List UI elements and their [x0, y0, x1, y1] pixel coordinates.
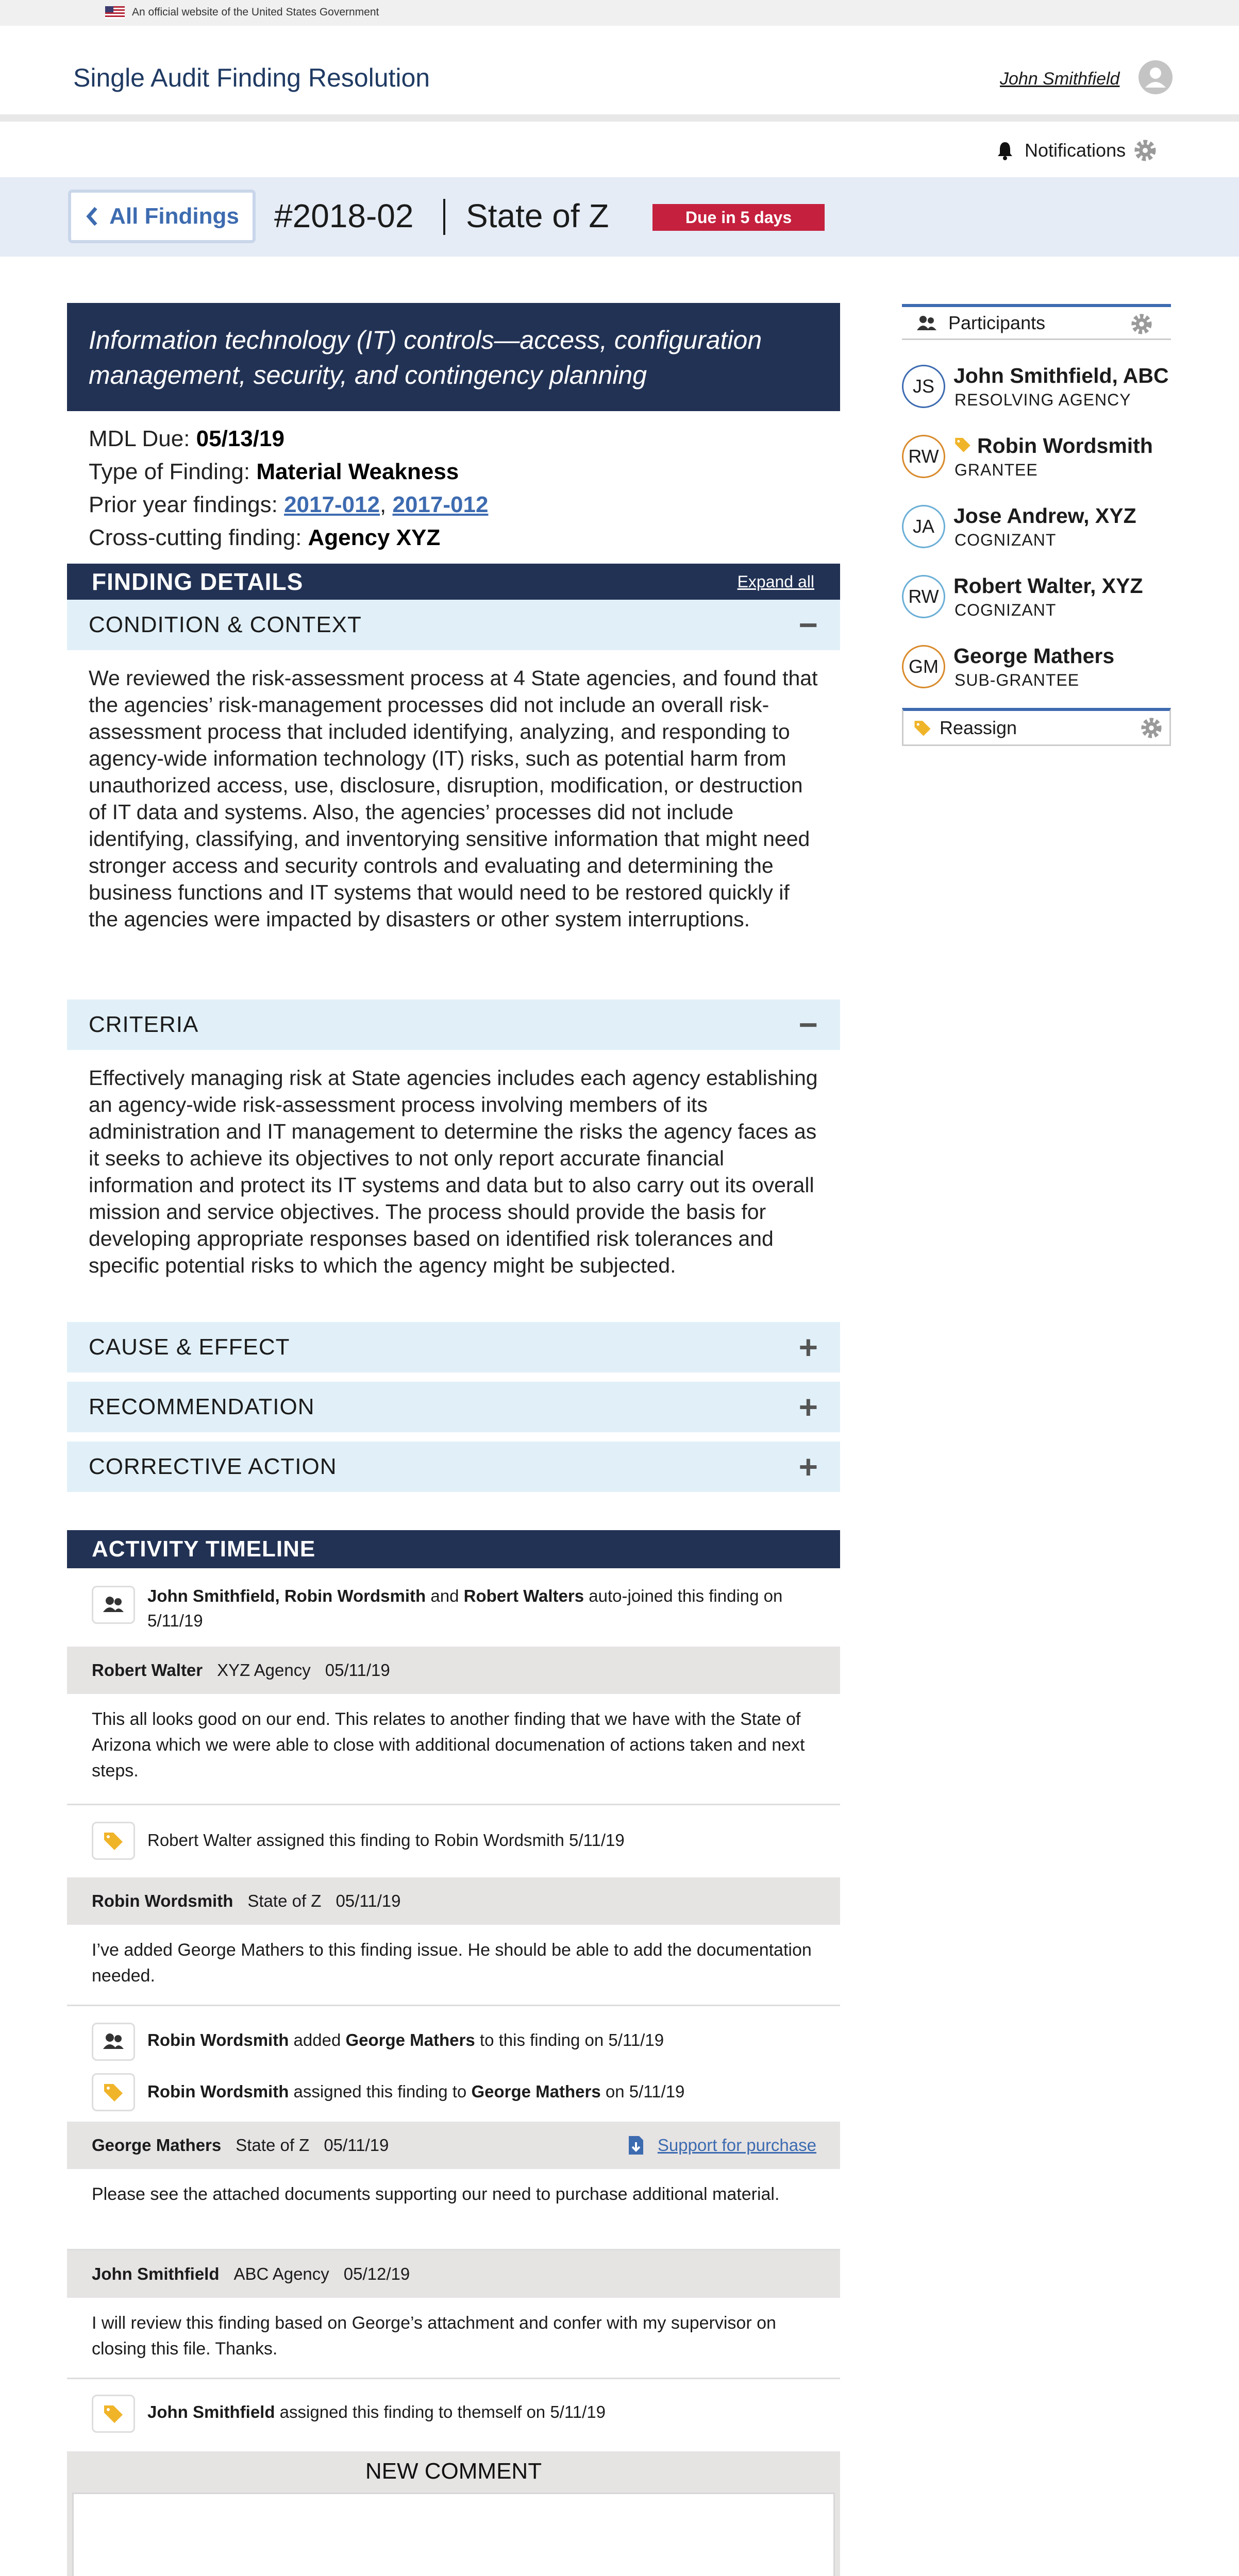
participant-name: George Mathers [953, 644, 1115, 668]
participant-item[interactable] [902, 354, 1171, 425]
section-title: CAUSE & EFFECT [89, 1334, 290, 1360]
comment-header [67, 1647, 840, 1694]
comment-body: I will review this finding based on George’s attachment and confer with my supervisor on closing this file. Thanks. [67, 2298, 840, 2379]
participant-name: Jose Andrew, XYZ [953, 504, 1136, 528]
type-value: Material Weakness [256, 459, 459, 484]
finding-details-title: FINDING DETAILS [92, 568, 304, 595]
event-actor: Robin Wordsmith [147, 2030, 289, 2049]
people-icon [92, 2023, 135, 2061]
comment-org: XYZ Agency [217, 1660, 311, 1680]
timeline-event-assign [67, 1805, 840, 1877]
tag-icon [92, 2073, 135, 2111]
reassign-settings-icon[interactable] [1141, 717, 1162, 739]
support-link-label: Support for purchase [657, 2136, 816, 2155]
section-recommendation[interactable] [67, 1382, 840, 1432]
condition-context-body: We reviewed the risk-assessment process at 4 State agencies, and found that the agencies’ risk-management processes did not include an overall risk-assessment process that included identifying, analyzing, and responding to agency-wide information technology (IT) risks, such as potential harm from unauthorized access, use, disclosure, disruption, modification, or destruction of IT data and systems. Also, the agencies’ processes did not include identifying, classifying, and inventorying sensitive information that might need stronger access and security controls and evaluating and determining the business functions and IT systems that would need to be restored quickly if the agencies were impacted by disasters or other system interruptions. [89, 666, 818, 931]
people-icon [916, 315, 937, 331]
section-criteria[interactable] [67, 999, 840, 1050]
section-title: CRITERIA [89, 1012, 199, 1037]
activity-timeline-header: ACTIVITY TIMELINE [67, 1530, 840, 1568]
event-text: assigned this finding to themself on 5/11/19 [279, 2402, 606, 2421]
comment-author: John Smithfield [92, 2264, 220, 2283]
event-verb: assigned this finding to [293, 2082, 467, 2101]
mdl-label: MDL Due: [89, 426, 190, 451]
gov-banner [0, 0, 1239, 26]
section-title: CORRECTIVE ACTION [89, 1454, 337, 1479]
finding-details-header [67, 564, 840, 600]
main-content [67, 303, 840, 2576]
due-badge: Due in 5 days [652, 204, 825, 231]
tag-icon [92, 2395, 135, 2433]
participants-header [902, 304, 1171, 340]
participant-role: GRANTEE [955, 461, 1038, 479]
comment-author: George Mathers [92, 2136, 222, 2155]
participant-role: RESOLVING AGENCY [955, 391, 1131, 409]
app-title[interactable]: Single Audit Finding Resolution [73, 63, 430, 92]
participant-item[interactable] [902, 425, 1171, 495]
type-label: Type of Finding: [89, 459, 250, 484]
mdl-value: 05/13/19 [196, 426, 284, 451]
cross-label: Cross-cutting finding: [89, 525, 302, 550]
download-file-icon [628, 2135, 644, 2156]
participant-avatar: GM [902, 645, 945, 688]
timeline-event-added [67, 2006, 840, 2068]
comment-body: Please see the attached documents supporting our need to purchase additional material. [67, 2169, 840, 2250]
finding-number: #2018-02 [274, 197, 414, 234]
expand-icon[interactable]: + [798, 1448, 818, 1485]
timeline-event-assign [67, 2068, 840, 2122]
bell-icon[interactable] [995, 140, 1015, 161]
participant-role: SUB-GRANTEE [955, 671, 1080, 689]
comment-date: 05/12/19 [343, 2264, 410, 2283]
us-flag-icon [105, 6, 125, 19]
notifications-label[interactable]: Notifications [1025, 140, 1126, 161]
finding-title: Information technology (IT) controls—access, configuration management, security, and contingency planning [67, 303, 840, 411]
reassign-label: Reassign [940, 717, 1017, 738]
reassign-button[interactable] [902, 708, 1171, 746]
prior-link-1[interactable]: 2017-012 [284, 492, 380, 517]
section-condition-context[interactable] [67, 600, 840, 650]
all-findings-button[interactable] [68, 190, 256, 243]
participant-name-row [953, 434, 1153, 458]
comment-author: Robert Walter [92, 1660, 203, 1680]
new-comment-box [67, 2451, 840, 2576]
expand-icon[interactable]: + [798, 1329, 818, 1366]
participant-name: Robin Wordsmith [977, 434, 1153, 457]
gov-banner-text: An official website of the United States Government [132, 6, 379, 18]
all-findings-label: All Findings [109, 204, 239, 229]
collapse-icon[interactable]: − [798, 1006, 818, 1043]
section-title: RECOMMENDATION [89, 1394, 315, 1419]
site-header [0, 26, 1239, 122]
user-avatar-icon[interactable] [1138, 60, 1173, 95]
finding-state: State of Z [466, 197, 609, 234]
comment-author: Robin Wordsmith [92, 1891, 233, 1910]
comment-date: 05/11/19 [324, 2136, 389, 2155]
event-text: on 5/11/19 [605, 2082, 685, 2101]
comment-header [67, 1877, 840, 1925]
event-name: Robert Walters [463, 1586, 584, 1605]
cross-value: Agency XYZ [308, 525, 441, 550]
participants-settings-icon[interactable] [1131, 313, 1152, 335]
tag-icon [913, 718, 932, 738]
prior-link-2[interactable]: 2017-012 [392, 492, 489, 517]
chevron-left-icon [85, 206, 100, 227]
participant-item[interactable] [902, 565, 1171, 635]
event-actor: John Smithfield [147, 2402, 275, 2421]
event-target: George Mathers [345, 2030, 475, 2049]
comment-body: This all looks good on our end. This relates to another finding that we have with the State of Arizona which we were able to close with additional documenation of actions taken and next steps. [67, 1694, 840, 1805]
support-for-purchase-link[interactable] [628, 2122, 816, 2169]
event-text: to this finding on 5/11/19 [479, 2030, 664, 2049]
event-text: Robert Walter assigned this finding to Robin Wordsmith 5/11/19 [147, 1831, 625, 1850]
event-actor: Robin Wordsmith [147, 2082, 289, 2101]
comment-org: ABC Agency [233, 2264, 329, 2283]
event-text: auto-joined this finding on 5/11/19 [147, 1586, 783, 1630]
criteria-body: Effectively managing risk at State agencies includes each agency establishing an agency-wide risk-assessment process involving members of its administration and IT management to determine the risks the agency faces as it seeks to achieve its objectives to not only report accurate financial information and protect its IT systems and data but to also carry out its overall mission and service objectives. The process should provide the basis for developing appropriate responses based on identified risk tolerances and specific potential risks to which the agency might be subjected. [89, 1066, 818, 1277]
people-icon [92, 1586, 135, 1624]
notifications-area [995, 135, 1157, 166]
prior-label: Prior year findings: [89, 492, 278, 517]
timeline-event-assign [67, 2379, 840, 2441]
section-cause-effect[interactable] [67, 1322, 840, 1372]
participant-avatar: JA [902, 505, 945, 548]
participant-role: COGNIZANT [955, 601, 1057, 619]
participant-name: Robert Walter, XYZ [953, 574, 1143, 598]
user-name-link[interactable]: John Smithfield [1000, 69, 1120, 89]
expand-icon[interactable]: + [798, 1388, 818, 1426]
event-verb: added [293, 2030, 341, 2049]
participant-avatar: RW [902, 435, 945, 478]
participant-item[interactable] [902, 635, 1171, 705]
expand-all-link[interactable]: Expand all [737, 572, 814, 591]
event-target: George Mathers [471, 2082, 601, 2101]
section-title: CONDITION & CONTEXT [89, 612, 362, 637]
comment-date: 05/11/19 [325, 1660, 390, 1680]
comment-textarea[interactable] [72, 2493, 835, 2576]
comment-date: 05/11/19 [336, 1891, 401, 1910]
event-and: and [430, 1586, 459, 1605]
new-comment-title: NEW COMMENT [365, 2459, 542, 2484]
participants-title: Participants [948, 312, 1046, 333]
assignee-tag-icon [953, 435, 972, 454]
collapse-icon[interactable]: − [798, 606, 818, 643]
participants-panel [902, 304, 1171, 746]
comment-org: State of Z [236, 2136, 310, 2155]
settings-gear-icon[interactable] [1134, 139, 1157, 162]
header-divider [443, 199, 445, 235]
section-corrective-action[interactable] [67, 1442, 840, 1492]
comment-header [67, 2122, 840, 2169]
tag-icon [92, 1822, 135, 1860]
participant-name: John Smithfield, ABC [953, 364, 1169, 387]
comment-org: State of Z [247, 1891, 322, 1910]
event-names: John Smithfield, Robin Wordsmith [147, 1586, 426, 1605]
participant-role: COGNIZANT [955, 531, 1057, 549]
participant-avatar: RW [902, 575, 945, 618]
comment-header [67, 2250, 840, 2298]
participant-item[interactable] [902, 495, 1171, 565]
comment-body: I’ve added George Mathers to this finding issue. He should be able to add the documentation needed. [67, 1925, 840, 2006]
timeline-event-join [67, 1568, 840, 1635]
participant-avatar: JS [902, 365, 945, 408]
finding-header-bar [0, 177, 1239, 257]
finding-meta: MDL Due: 05/13/19 Type of Finding: Material Weakness Prior year findings: 2017-012, 2017-012 Cross-cutting finding: Agency XYZ [89, 426, 489, 550]
